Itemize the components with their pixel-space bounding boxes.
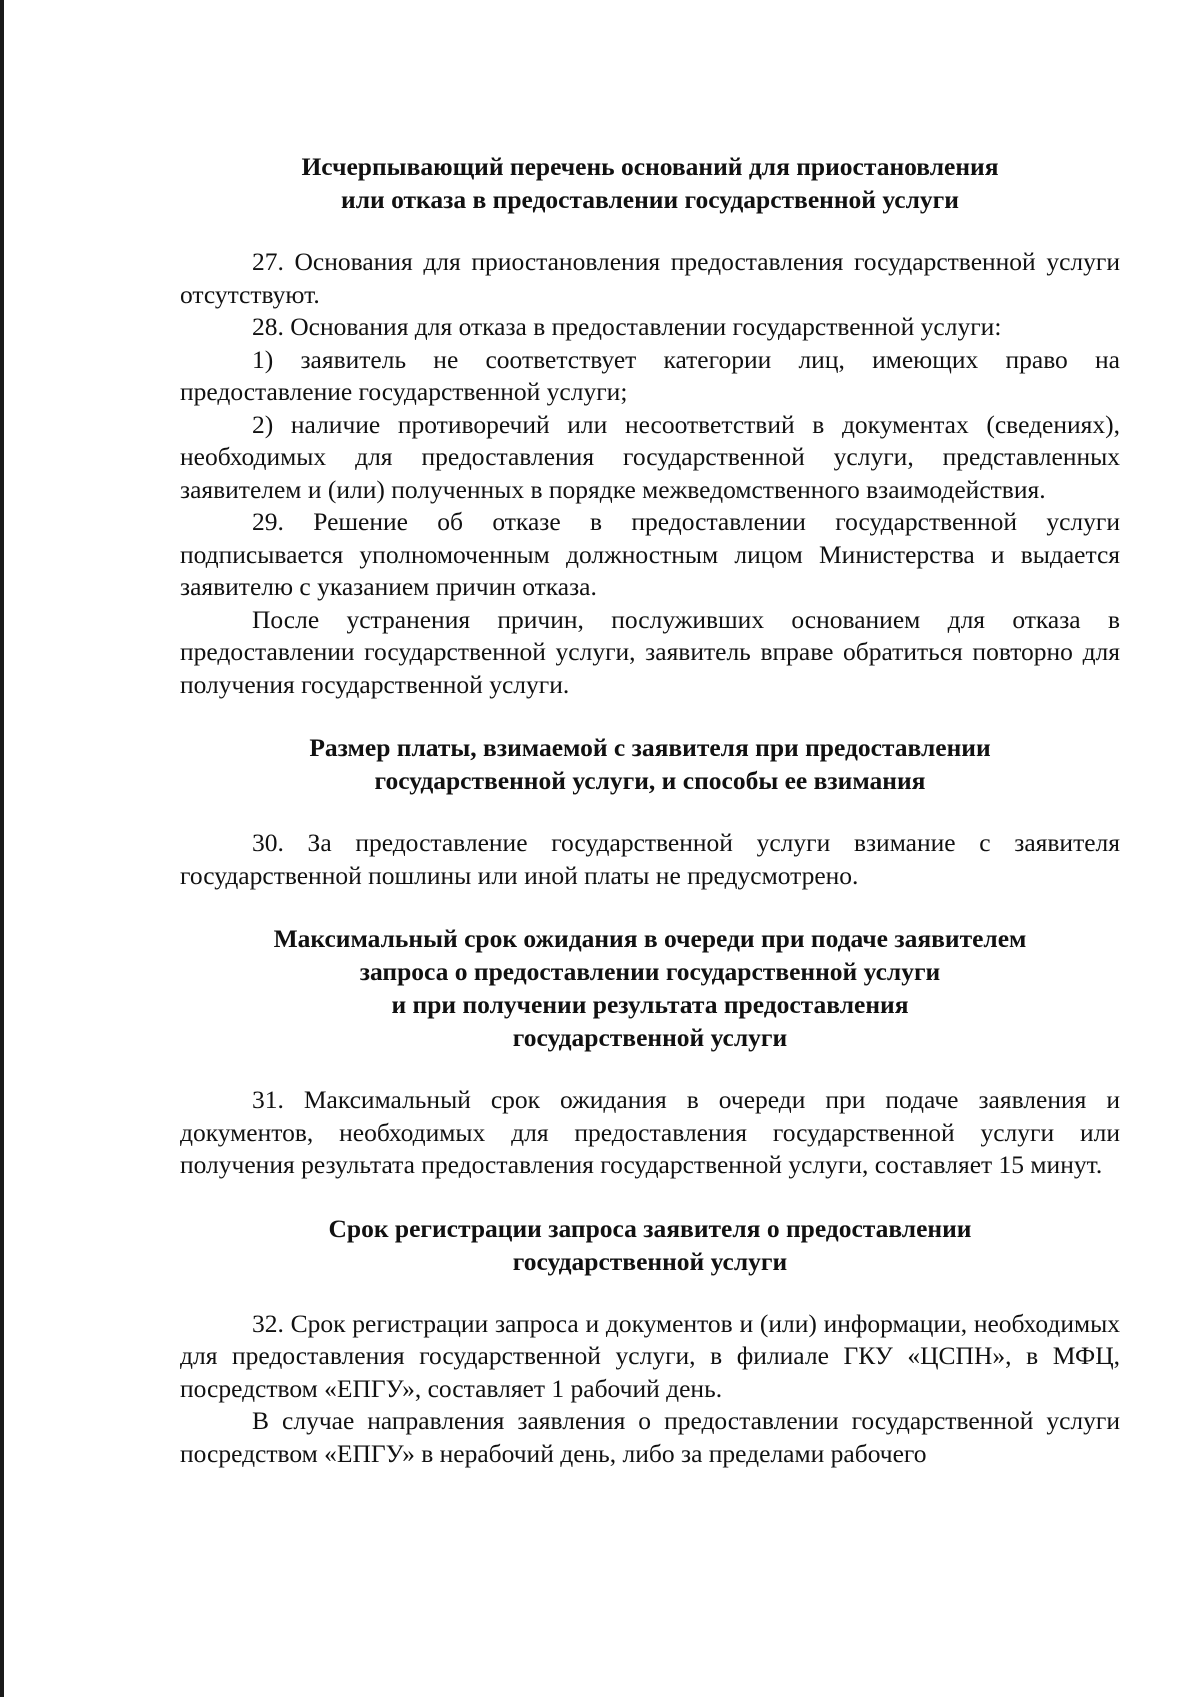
heading-line: и при получении результата предоставления: [391, 990, 909, 1019]
section-heading-fee: [180, 731, 1120, 797]
paragraph-29: 29. Решение об отказе в предоставлении государственной услуги подписывается уполномоченным должностным лицом Министерства и выдается заявителю с указанием причин отказа.: [180, 507, 1120, 601]
heading-line: Размер платы, взимаемой с заявителя при предоставлении: [309, 733, 991, 762]
scan-edge: [0, 0, 4, 1697]
heading-line: или отказа в предоставлении государственной услуги: [341, 185, 959, 214]
section-heading-queue-time: [180, 922, 1120, 1054]
heading-line: Максимальный срок ожидания в очереди при подаче заявителем: [273, 924, 1027, 953]
paragraph-31: 31. Максимальный срок ожидания в очереди при подаче заявления и документов, необходимых для предоставления государственной услуги или получения результата предоставления государственной услуги, составляет 15 минут.: [180, 1085, 1120, 1179]
paragraph-28-item-2: 2) наличие противоречий или несоответствий в документах (сведениях), необходимых для предоставления государственной услуги, представленных заявителем и (или) полученных в порядке межведомственного взаимодействия.: [180, 409, 1120, 504]
section-heading-grounds-refusal: [180, 150, 1120, 216]
paragraph-32: 32. Срок регистрации запроса и документов и (или) информации, необходимых для предоставления государственной услуги, в филиале ГКУ «ЦСПН», в МФЦ, посредством «ЕПГУ», составляет 1 рабочий день.: [180, 1308, 1120, 1403]
paragraph-28: 28. Основания для отказа в предоставлении государственной услуги:: [252, 312, 1002, 341]
paragraph-30: 30. За предоставление государственной услуги взимание с заявителя государственной пошлины или иной платы не предусмотрено.: [180, 828, 1120, 890]
heading-line: государственной услуги, и способы ее взимания: [374, 766, 926, 795]
paragraph-28-item-1: 1) заявитель не соответствует категории лиц, имеющих право на предоставление государственной услуги;: [180, 344, 1120, 406]
document-page: [180, 150, 1120, 1470]
heading-line: государственной услуги: [512, 1246, 788, 1276]
section-heading-registration-time: [180, 1212, 1120, 1278]
heading-line: Исчерпывающий перечень оснований для приостановления: [301, 152, 999, 181]
heading-line: государственной услуги: [512, 1023, 788, 1052]
paragraph-27: 27. Основания для приостановления предоставления государственной услуги отсутствуют.: [180, 247, 1120, 309]
heading-line: запроса о предоставлении государственной услуги: [359, 957, 941, 986]
paragraph-32-continued: В случае направления заявления о предоставлении государственной услуги посредством «ЕПГУ» в нерабочий день, либо за пределами рабочего: [180, 1406, 1120, 1468]
paragraph-29-continued: После устранения причин, послуживших основанием для отказа в предоставлении государственной услуги, заявитель вправе обратиться повторно для получения государственной услуги.: [180, 604, 1120, 699]
heading-line: Срок регистрации запроса заявителя о предоставлении: [328, 1213, 972, 1243]
